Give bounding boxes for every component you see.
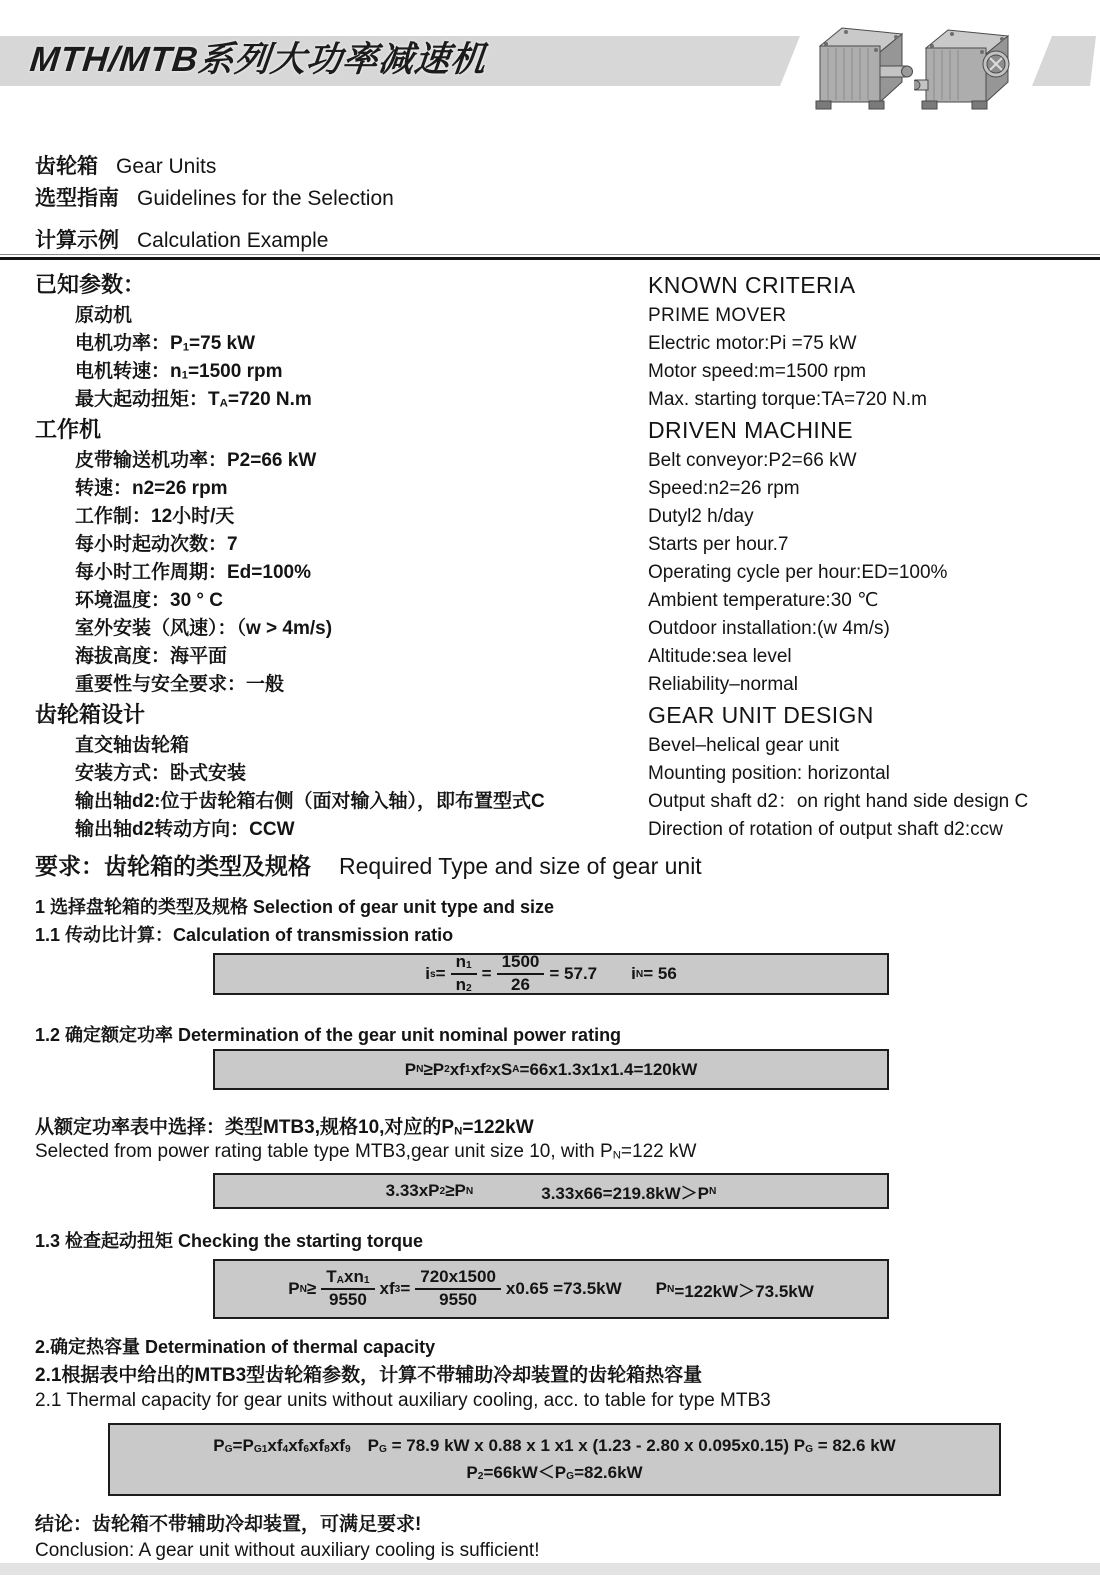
criteria-right: Starts per hour.7 — [648, 534, 789, 555]
criteria-right: Bevel–helical gear unit — [648, 735, 840, 756]
criteria-right: Outdoor installation:(w 4m/s) — [648, 618, 890, 639]
footer-strip — [0, 1563, 1100, 1575]
required-heading-en: Required Type and size of gear unit — [339, 853, 702, 879]
formula-box-starting-torque: P N ≥ $\frac{T_Axn_1}{9550}$ xf 3 = $\frac{720x1500}{9550}$ x0.65 =73.5kW P N =122kW＞73.5kW — [213, 1259, 889, 1319]
criteria-right: Operating cycle per hour:ED=100% — [648, 562, 948, 583]
intro-line-gear-units — [35, 150, 216, 180]
section-1: 1 选择盘轮箱的类型及规格 Selection of gear unit type and size — [35, 897, 555, 917]
criteria-right: Reliability–normal — [648, 674, 798, 695]
criteria-left: 齿轮箱设计 — [35, 702, 146, 727]
criteria-row — [35, 759, 1098, 787]
section-1-1: 1.1 传动比计算：Calculation of transmission ratio — [35, 925, 454, 945]
criteria-left: 电机转速：$n_1=1500$ rpm — [75, 361, 283, 382]
criteria-row — [35, 329, 1098, 357]
criteria-right: Speed:n2=26 rpm — [648, 478, 800, 499]
formula-box-transmission-ratio: i s = $\frac{n_1}{n_2}$ = $\frac{1500}{26}$ = 57.7 i N = 56 — [213, 953, 889, 995]
intro-zh: 计算示例 — [35, 229, 119, 252]
formula-box-power-check: 3.33xP 2 ≥P N 3.33x66=219.8kW＞P N — [213, 1173, 889, 1209]
section-2-1-zh: 2.1根据表中给出的MTB3型齿轮箱参数，计算不带辅助冷却装置的齿轮箱热容量 — [35, 1365, 703, 1386]
criteria-left: 最大起动扭矩：$T_A=720$ N.m — [75, 389, 312, 410]
criteria-left: 工作制：12小时/天 — [75, 506, 235, 527]
criteria-row — [35, 357, 1098, 385]
criteria-left: 原动机 — [75, 305, 133, 326]
criteria-left: 重要性与安全要求：一般 — [75, 674, 285, 695]
criteria-row — [35, 787, 1098, 815]
intro-zh: 选型指南 — [35, 187, 119, 210]
page-title: MTH/MTB系列大功率减速机 — [28, 40, 489, 79]
conclusion-zh: 结论：齿轮箱不带辅助冷却装置，可满足要求! — [35, 1514, 422, 1535]
header-band-fragment — [1032, 36, 1096, 86]
criteria-right: Mounting position: horizontal — [648, 763, 890, 784]
criteria-right: Output shaft d2：on right hand side design C — [648, 791, 1029, 812]
criteria-right: PRIME MOVER — [648, 305, 787, 326]
criteria-right: GEAR UNIT DESIGN — [648, 702, 874, 728]
section-1-2: 1.2 确定额定功率 Determination of the gear unit nominal power rating — [35, 1025, 622, 1045]
criteria-row — [35, 586, 1098, 614]
criteria-row — [35, 268, 1098, 301]
criteria-right: Dutyl2 h/day — [648, 506, 754, 527]
criteria-right: DRIVEN MACHINE — [648, 417, 853, 443]
intro-zh: 齿轮箱 — [35, 155, 98, 178]
criteria-row — [35, 502, 1098, 530]
criteria-left: 海拔高度：海平面 — [75, 646, 228, 667]
selection-note-zh: 从额定功率表中选择：类型MTB3,规格10,对应的$P_N=122kW$ — [35, 1117, 534, 1138]
criteria-right: KNOWN CRITERIA — [648, 272, 856, 298]
criteria-left: 转速：n2=26 rpm — [75, 478, 228, 499]
criteria-left: 室外安装（风速）：（w > 4m/s) — [75, 618, 333, 639]
criteria-columns — [35, 268, 1098, 843]
thermal-capacity-line-2: $P_2=66kW<P_G=82.6kW$ — [466, 1463, 643, 1483]
criteria-left: 电机功率：$P_1=75$ kW — [75, 333, 256, 354]
criteria-row — [35, 815, 1098, 843]
section-2-1-en: 2.1 Thermal capacity for gear units without auxiliary cooling, acc. to table for type MTB3 — [35, 1390, 771, 1411]
criteria-row — [35, 670, 1098, 698]
criteria-row — [35, 614, 1098, 642]
criteria-left: 每小时起动次数：7 — [75, 534, 238, 555]
criteria-row — [35, 413, 1098, 446]
criteria-row — [35, 642, 1098, 670]
divider-thick — [0, 257, 1100, 260]
criteria-right: Ambient temperature:30 ℃ — [648, 590, 879, 611]
formula-box-thermal-capacity — [108, 1423, 1001, 1496]
intro-line-calculation-example — [35, 224, 328, 254]
criteria-right: Electric motor:Pi =75 kW — [648, 333, 857, 354]
criteria-left: 每小时工作周期：Ed=100% — [75, 562, 311, 583]
criteria-left: 直交轴齿轮箱 — [75, 735, 190, 756]
criteria-row — [35, 301, 1098, 329]
criteria-row — [35, 698, 1098, 731]
conclusion-en: Conclusion: A gear unit without auxiliary cooling is sufficient! — [35, 1540, 540, 1561]
section-2: 2.确定热容量 Determination of thermal capacity — [35, 1337, 436, 1357]
required-heading-zh: 要求：齿轮箱的类型及规格 — [35, 853, 311, 879]
criteria-left: 工作机 — [35, 417, 102, 442]
criteria-right: Direction of rotation of output shaft d2:ccw — [648, 819, 1003, 840]
criteria-left: 环境温度：30 ° C — [75, 590, 224, 611]
criteria-left: 安装方式：卧式安装 — [75, 763, 247, 784]
divider-thin — [0, 254, 1100, 255]
intro-en: Guidelines for the Selection — [137, 187, 394, 210]
intro-en: Gear Units — [116, 155, 217, 178]
criteria-right: Motor speed:m=1500 rpm — [648, 361, 867, 382]
criteria-right: Altitude:sea level — [648, 646, 792, 667]
criteria-row — [35, 731, 1098, 759]
criteria-row — [35, 474, 1098, 502]
section-1-3: 1.3 检查起动扭矩 Checking the starting torque — [35, 1231, 424, 1251]
criteria-row — [35, 530, 1098, 558]
gearbox-image-right — [914, 24, 1020, 112]
required-heading — [35, 848, 702, 881]
criteria-row — [35, 385, 1098, 413]
criteria-row — [35, 558, 1098, 586]
formula-box-nominal-power: P N ≥P 2 xf 1 xf 2 xS A =66x1.3x1x1.4=120kW — [213, 1049, 889, 1090]
criteria-right: Belt conveyor:P2=66 kW — [648, 450, 857, 471]
criteria-left: 已知参数： — [35, 272, 146, 297]
thermal-capacity-line-1: $P_G=P_{G1}xf_4xf_6xf_8xf_9$ $P_G = 78.9$ kW x 0.88 x 1 x1 x (1.23 - 2.80 x 0.095x0.15) $P_G = 82.6$ kW — [213, 1436, 896, 1456]
intro-en: Calculation Example — [137, 229, 329, 252]
intro-line-guidelines — [35, 182, 394, 212]
criteria-left: 输出轴d2转动方向：CCW — [75, 819, 295, 840]
criteria-row — [35, 446, 1098, 474]
criteria-left: 输出轴d2:位于齿轮箱右侧（面对输入轴），即布置型式C — [75, 791, 545, 812]
gearbox-image-left — [806, 20, 914, 114]
criteria-right: Max. starting torque:TA=720 N.m — [648, 389, 927, 410]
selection-note-en: Selected from power rating table type MTB3,gear unit size 10, with $P_N=122$ kW — [35, 1141, 697, 1162]
criteria-left: 皮带输送机功率：P2=66 kW — [75, 450, 317, 471]
